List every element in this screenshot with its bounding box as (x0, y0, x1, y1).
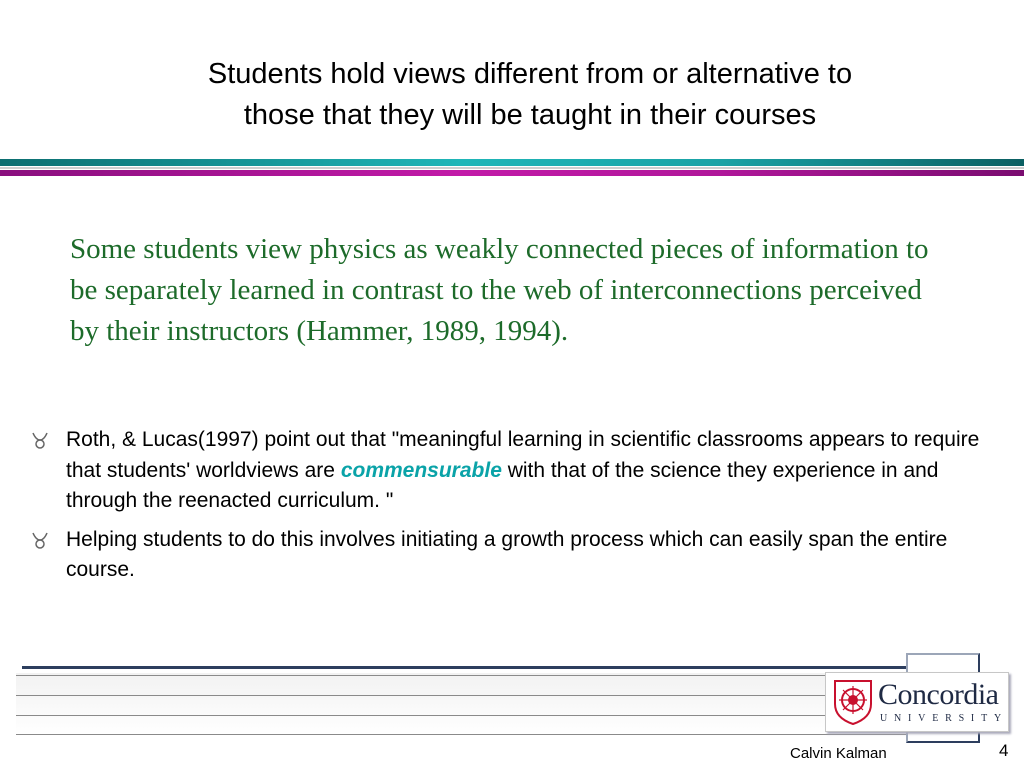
bullet-text: Helping students to do this involves initiating a growth process which can easily span the entire course. (66, 527, 948, 581)
list-item (30, 525, 1005, 586)
university-crest-icon (831, 678, 875, 726)
header-bar-magenta (0, 170, 1024, 176)
header-bar-teal (0, 159, 1024, 166)
footer-rule (16, 734, 908, 735)
logo-subtitle: UNIVERSITY (880, 713, 1008, 724)
page-number: 4 (999, 741, 1009, 760)
bullet-text-after: with that of the science they experience in and through the reenacted curriculum. " (66, 458, 939, 512)
list-item (30, 425, 1005, 517)
slide-title (100, 54, 960, 136)
footer-rule (16, 715, 908, 716)
bullet-text-before: Roth, & Lucas(1997) point out that "meaningful learning in scientific classrooms appears to require that students' worldviews are (66, 428, 980, 482)
title-line-1: Students hold views different from or alternative to (207, 58, 853, 90)
header-bar-gray (0, 167, 1024, 169)
author-name: Calvin Kalman (790, 745, 887, 762)
taurus-bullet-icon (30, 526, 50, 550)
footer-shadow-band (16, 673, 908, 735)
title-line-2: those that they will be taught in their courses (243, 99, 817, 131)
concordia-logo (825, 672, 1009, 732)
bullet-list (30, 425, 1005, 594)
hammer-quote: Some students view physics as weakly connected pieces of information to be separately learned in contrast to the web of interconnections perceived by their instructors (Hammer, 1989, 1994). (70, 233, 929, 347)
footer-rule-top (22, 666, 908, 669)
taurus-bullet-icon (30, 426, 50, 450)
footer-rule (16, 695, 908, 696)
logo-name: Concordia (878, 678, 999, 711)
footer-rule (16, 675, 908, 676)
bullet-emphasis: commensurable (340, 458, 502, 482)
